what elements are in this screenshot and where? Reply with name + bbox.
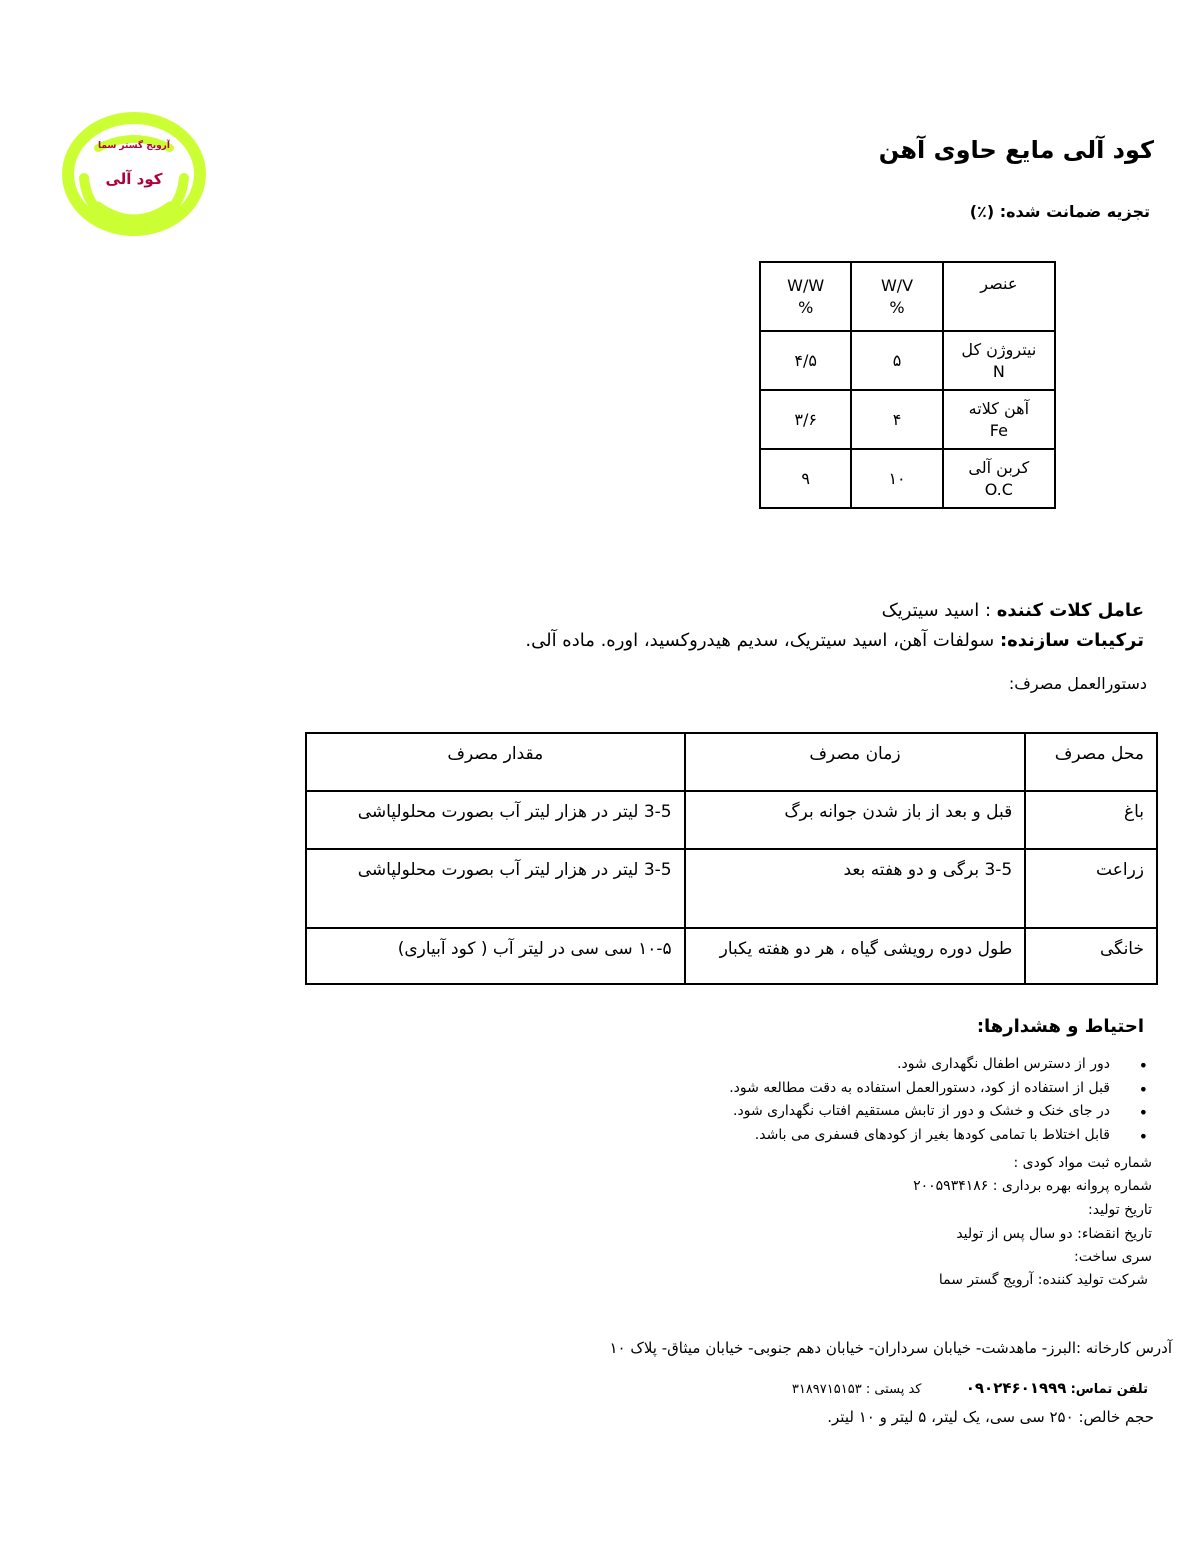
usage-table (305, 732, 1158, 985)
ww-value: ۴/۵ (760, 331, 851, 390)
table-row (306, 849, 1157, 928)
usage-amount: 3-5 لیتر در هزار لیتر آب بصورت محلولپاشی (306, 849, 685, 928)
guaranteed-analysis-title: تجزیه ضمانت شده: (٪) (969, 202, 1150, 221)
usage-place: زراعت (1025, 849, 1157, 928)
batch-number: سری ساخت: (1074, 1249, 1152, 1265)
table-row (760, 331, 1055, 390)
element-cell (943, 331, 1055, 390)
header-place: محل مصرف (1025, 733, 1157, 791)
element-symbol: O.C (984, 479, 1013, 499)
instructions-title: دستورالعمل مصرف: (1008, 674, 1147, 693)
license-number: شماره پروانه بهره برداری : ۲۰۰۵۹۳۴۱۸۶ (913, 1178, 1152, 1194)
wv-value: ۴ (851, 390, 942, 449)
chelating-agent-line (882, 600, 1144, 621)
chelating-agent-label: عامل کلات کننده (996, 600, 1144, 621)
postal-code-label: کد پستی : (865, 1382, 922, 1397)
chelating-agent-value: : اسید سیتریک (881, 600, 992, 621)
usage-place: خانگی (1025, 928, 1157, 984)
header-element: عنصر (943, 262, 1055, 331)
usage-time: 3-5 برگی و دو هفته بعد (685, 849, 1026, 928)
usage-time: طول دوره رویشی گیاه ، هر دو هفته یکبار (685, 928, 1026, 984)
manufacturer: شرکت تولید کننده: آرویج گستر سما (938, 1272, 1148, 1288)
net-volume: حجم خالص: ۲۵۰ سی سی، یک لیتر، ۵ لیتر و ۱۰ لیتر. (827, 1408, 1154, 1426)
ww-value: ۹ (760, 449, 851, 508)
product-title: کود آلی مایع حاوی آهن (878, 136, 1154, 164)
element-name: آهن کلاته (968, 398, 1030, 418)
expiry-date: تاریخ انقضاء: دو سال پس از تولید (956, 1226, 1152, 1242)
element-cell (943, 449, 1055, 508)
table-row (760, 390, 1055, 449)
header-time: زمان مصرف (685, 733, 1026, 791)
usage-place: باغ (1025, 791, 1157, 849)
header-wv: W/V % (851, 262, 942, 331)
usage-time: قبل و بعد از باز شدن جوانه برگ (685, 791, 1026, 849)
ww-value: ۳/۶ (760, 390, 851, 449)
guaranteed-analysis-table (759, 261, 1056, 509)
wv-value: ۵ (851, 331, 942, 390)
components-label: ترکیبات سازنده: (999, 630, 1144, 651)
warnings-title: احتیاط و هشدارها: (976, 1016, 1144, 1037)
postal-code: ۳۱۸۹۷۱۵۱۵۳ (791, 1382, 862, 1397)
list-item: • قبل از استفاده از کود، دستورالعمل استفاده به دقت مطالعه شود. (729, 1080, 1154, 1104)
table-header-row (306, 733, 1157, 791)
element-symbol: Fe (989, 420, 1008, 440)
warnings-list (729, 1056, 1154, 1150)
list-item: • قابل اختلاط با تمامی کودها بغیر از کودهای فسفری می باشد. (729, 1127, 1154, 1151)
element-symbol: N (992, 361, 1005, 381)
table-header-row (760, 262, 1055, 331)
registration-number: شماره ثبت مواد کودی : (1013, 1155, 1152, 1171)
production-date: تاریخ تولید: (1088, 1202, 1152, 1218)
header-ww: W/W % (760, 262, 851, 331)
table-row (306, 791, 1157, 849)
element-name: کربن آلی (968, 457, 1030, 477)
wv-value: ۱۰ (851, 449, 942, 508)
header-amount: مقدار مصرف (306, 733, 685, 791)
element-cell (943, 390, 1055, 449)
logo-top-text: آرویج گستر سما (98, 141, 170, 151)
list-item: • دور از دسترس اطفال نگهداری شود. (729, 1056, 1154, 1080)
phone-number: ۰۹۰۲۴۶۰۱۹۹۹ (965, 1379, 1067, 1397)
components-value: سولفات آهن، اسید سیتریک، سدیم هیدروکسید، اوره. ماده آلی. (525, 630, 1000, 651)
table-row (306, 928, 1157, 984)
components-line (525, 630, 1144, 651)
usage-amount: 3-5 لیتر در هزار لیتر آب بصورت محلولپاشی (306, 791, 685, 849)
phone-label: تلفن تماس: (1070, 1382, 1148, 1397)
logo-main-text: کود آلی (105, 170, 163, 188)
element-name: نیتروژن کل (961, 339, 1037, 359)
company-logo (58, 108, 210, 240)
list-item: • در جای خنک و خشک و دور از تابش مستقیم افتاب نگهداری شود. (729, 1103, 1154, 1127)
factory-address: آدرس کارخانه :البرز- ماهدشت- خیابان سرداران- خیابان دهم جنوبی- خیابان میثاق- پلاک ۱۰ (609, 1339, 1172, 1357)
contact-line (792, 1379, 1148, 1397)
table-row (760, 449, 1055, 508)
usage-amount: ۱۰-۵ سی سی در لیتر آب ( کود آبیاری) (306, 928, 685, 984)
